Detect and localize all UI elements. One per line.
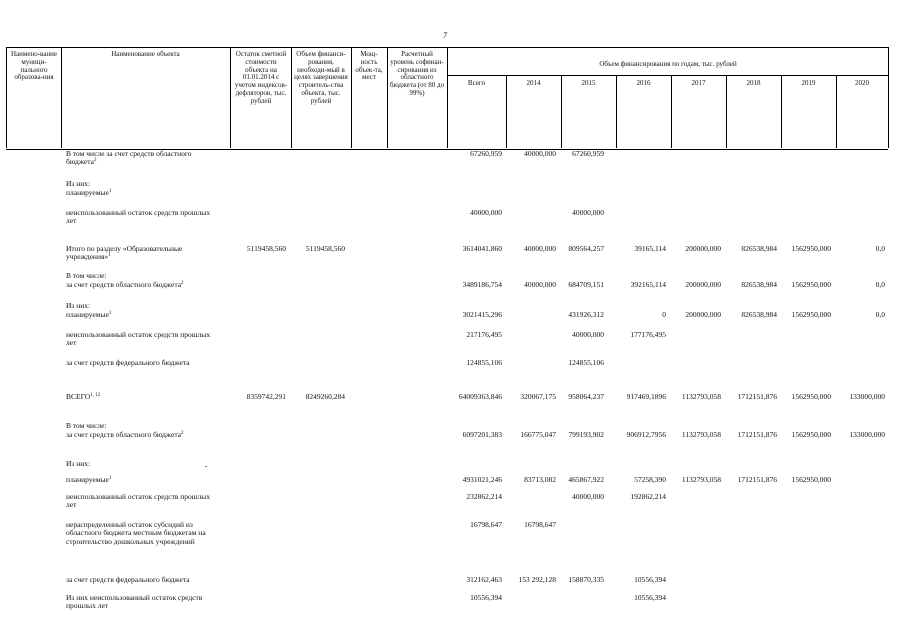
cell-Всего: 312162,463 xyxy=(466,575,502,584)
row-label xyxy=(66,331,216,348)
header-year-2019: 2019 xyxy=(801,79,816,87)
cell-remaining-cost: 5119458,560 xyxy=(246,244,286,253)
col-divider xyxy=(6,47,7,148)
cell-funding-volume: 5119458,560 xyxy=(305,244,345,253)
row-label xyxy=(66,311,216,319)
row-label xyxy=(66,393,216,401)
cell-2016: 57258,390 xyxy=(634,475,666,484)
cell-Всего: 16798,647 xyxy=(470,520,502,529)
row-label-text: за счет средств областного бюджета xyxy=(66,280,182,289)
row-label-text: В том числе за счет средств областного бюджета xyxy=(66,149,192,167)
row-label-text: неиспользованный остаток средств прошлых лет xyxy=(66,208,211,226)
footnote-ref: 1 xyxy=(108,189,112,194)
row-label-text: Итого по разделу «Образовательные учреждения» xyxy=(66,244,183,262)
cell-remaining-cost: 8359742,291 xyxy=(246,392,286,401)
cell-2019: 1562950,000 xyxy=(791,475,831,484)
cell-2019: 1562950,000 xyxy=(791,430,831,439)
cell-2016: 0 xyxy=(662,310,666,319)
cell-Всего: 4931021,246 xyxy=(462,475,502,484)
row-label-text: ВСЕГО xyxy=(66,392,91,401)
cell-2017: 1132793,058 xyxy=(681,430,721,439)
cell-2020: 0,0 xyxy=(875,280,885,289)
header-municipality: Наимено-вание муници-пального образова-ния xyxy=(11,50,57,82)
header-year-2014: 2014 xyxy=(526,79,541,87)
footnote-ref: 2 xyxy=(181,281,184,286)
row-label xyxy=(66,493,216,510)
cell-2019: 1562950,000 xyxy=(791,244,831,253)
row-label-text: за счет средств областного бюджета xyxy=(66,430,182,439)
cell-2015: 67260,959 xyxy=(572,149,604,158)
cell-2014: 153 292,128 xyxy=(518,575,556,584)
row-label xyxy=(66,245,216,262)
footnote-ref: 1 xyxy=(108,476,112,481)
cell-2014: 40000,000 xyxy=(524,149,556,158)
row-label-text: нераспределенный остаток субсидий из областного бюджета местным бюджетам на строительство дошкольных учреждений xyxy=(66,520,206,546)
row-label-text: за счет средств федерального бюджета xyxy=(66,575,190,584)
row-label xyxy=(66,359,216,367)
cell-2014: 40000,000 xyxy=(524,244,556,253)
row-label xyxy=(66,281,216,289)
cell-2015: 465867,922 xyxy=(568,475,604,484)
row-label-text: планируемые xyxy=(66,475,109,484)
cell-Всего: 10556,394 xyxy=(470,593,502,602)
cell-2014: 166775,047 xyxy=(520,430,556,439)
cell-2016: 192862,214 xyxy=(630,492,666,501)
row-label-text: планируемые xyxy=(66,310,109,319)
header-capacity: Мощ-ность объек-та, мест xyxy=(355,50,383,82)
row-label xyxy=(66,460,216,468)
cell-Всего: 3614041,860 xyxy=(462,244,502,253)
col-divider xyxy=(387,47,388,148)
row-label-text: неиспользованный остаток средств прошлых лет xyxy=(66,330,211,348)
row-label-text: планируемые xyxy=(66,188,109,197)
row-label-text: Из них: xyxy=(66,301,91,310)
header-year-2017: 2017 xyxy=(691,79,706,87)
row-label-text: за счет средств федерального бюджета xyxy=(66,358,190,367)
footnote-ref: 1, 12 xyxy=(90,393,101,398)
footnote-ref: 1 xyxy=(108,253,111,259)
cell-2017: 200000,000 xyxy=(685,280,721,289)
header-cofinancing-level: Расчетный уровень софинан-сирования из областного бюджета (от 80 до 99%) xyxy=(389,50,445,97)
row-label-text: Из них: xyxy=(66,459,91,468)
col-divider xyxy=(291,47,292,148)
cell-2017: 1132793,058 xyxy=(681,475,721,484)
header-object-name: Наименование объекта xyxy=(111,50,180,58)
cell-2017: 200000,000 xyxy=(685,244,721,253)
cell-2019: 1562950,000 xyxy=(791,310,831,319)
cell-2014: 320067,175 xyxy=(520,392,556,401)
row-label-text: Из них: xyxy=(66,179,91,188)
row-label xyxy=(66,521,226,546)
cell-Всего: 3021415,296 xyxy=(462,310,502,319)
cell-2018: 826538,984 xyxy=(741,310,777,319)
footnote-ref: 2 xyxy=(181,431,184,436)
cell-2017: 1132793,058 xyxy=(681,392,721,401)
header-year-total: Всего xyxy=(467,79,486,87)
header-row-divider xyxy=(447,75,888,76)
cell-Всего: 40000,000 xyxy=(470,208,502,217)
row-label xyxy=(66,431,216,439)
footnote-ref: 2 xyxy=(93,158,97,164)
cell-2015: 124855,106 xyxy=(568,358,604,367)
cell-2020: 0,0 xyxy=(875,310,885,319)
cell-2015: 809564,257 xyxy=(568,244,604,253)
row-label-text: В том числе: xyxy=(66,271,107,280)
row-label xyxy=(66,594,216,611)
cell-2017: 200000,000 xyxy=(685,310,721,319)
header-remaining-cost: Остаток сметной стоимости объекта на 01.01.2014 с учетом индексов-дефляторов, тыс. рублей xyxy=(234,50,288,105)
col-divider xyxy=(61,47,62,148)
row-label-text: В том числе: xyxy=(66,421,107,430)
row-label xyxy=(66,476,216,484)
col-divider xyxy=(351,47,352,148)
cell-2015: 684709,151 xyxy=(568,280,604,289)
cell-2016: 39165,114 xyxy=(634,244,666,253)
cell-2019: 1562950,000 xyxy=(791,280,831,289)
cell-Всего: 232862,214 xyxy=(466,492,502,501)
header-year-2015: 2015 xyxy=(581,79,596,87)
cell-2018: 1712151,876 xyxy=(737,430,777,439)
cell-2020: 0,0 xyxy=(875,244,885,253)
cell-2018: 1712151,876 xyxy=(737,475,777,484)
row-label-text: Из них неиспользованный остаток средств прошлых лет xyxy=(66,593,203,611)
cell-2016: 177176,495 xyxy=(630,330,666,339)
cell-2016: 906912,7956 xyxy=(626,430,666,439)
col-divider xyxy=(447,47,448,148)
cell-Всего: 67260,959 xyxy=(470,149,502,158)
cell-Всего: 6097201,383 xyxy=(462,430,502,439)
scan-speck xyxy=(205,466,207,467)
cell-Всего: 217176,495 xyxy=(466,330,502,339)
cell-2014: 83713,082 xyxy=(524,475,556,484)
cell-2016: 392165,114 xyxy=(630,280,666,289)
cell-funding-volume: 8249260,284 xyxy=(305,392,345,401)
cell-2018: 826538,984 xyxy=(741,280,777,289)
cell-2020: 133000,000 xyxy=(849,392,885,401)
cell-2016: 10556,394 xyxy=(634,593,666,602)
cell-2018: 826538,984 xyxy=(741,244,777,253)
row-label xyxy=(66,150,216,167)
footnote-ref: 1 xyxy=(108,311,112,316)
cell-2016: 917469,1896 xyxy=(626,392,666,401)
cell-2016: 10556,394 xyxy=(634,575,666,584)
header-year-2018: 2018 xyxy=(746,79,761,87)
col-divider xyxy=(888,47,889,148)
cell-2014: 40000,000 xyxy=(524,280,556,289)
cell-Всего: 64009363,846 xyxy=(458,392,502,401)
cell-Всего: 3489186,754 xyxy=(462,280,502,289)
cell-2015: 431926,312 xyxy=(568,310,604,319)
header-funding-by-years: Объем финансирования по годам, тыс. рублей xyxy=(599,60,737,68)
cell-2015: 40000,000 xyxy=(572,492,604,501)
col-divider xyxy=(230,47,231,148)
row-label xyxy=(66,189,216,197)
header-year-2020: 2020 xyxy=(855,79,869,87)
cell-2014: 16798,647 xyxy=(524,520,556,529)
row-label-text: неиспользованный остаток средств прошлых лет xyxy=(66,492,211,510)
cell-2015: 40000,000 xyxy=(572,330,604,339)
page-number: 7 xyxy=(443,31,447,40)
header-year-2016: 2016 xyxy=(636,79,651,87)
cell-2015: 158870,335 xyxy=(568,575,604,584)
header-funding-volume: Объем финанси-рования, необходи-мый в целях завершения строитель-ства объекта, тыс. рублей xyxy=(294,50,348,105)
cell-2018: 1712151,876 xyxy=(737,392,777,401)
cell-2015: 958064,237 xyxy=(568,392,604,401)
row-label xyxy=(66,209,216,226)
cell-2019: 1562950,000 xyxy=(791,392,831,401)
cell-2020: 133000,000 xyxy=(849,430,885,439)
cell-Всего: 124855,106 xyxy=(466,358,502,367)
cell-2015: 40000,000 xyxy=(572,208,604,217)
cell-2015: 799193,902 xyxy=(568,430,604,439)
row-label xyxy=(66,576,216,584)
